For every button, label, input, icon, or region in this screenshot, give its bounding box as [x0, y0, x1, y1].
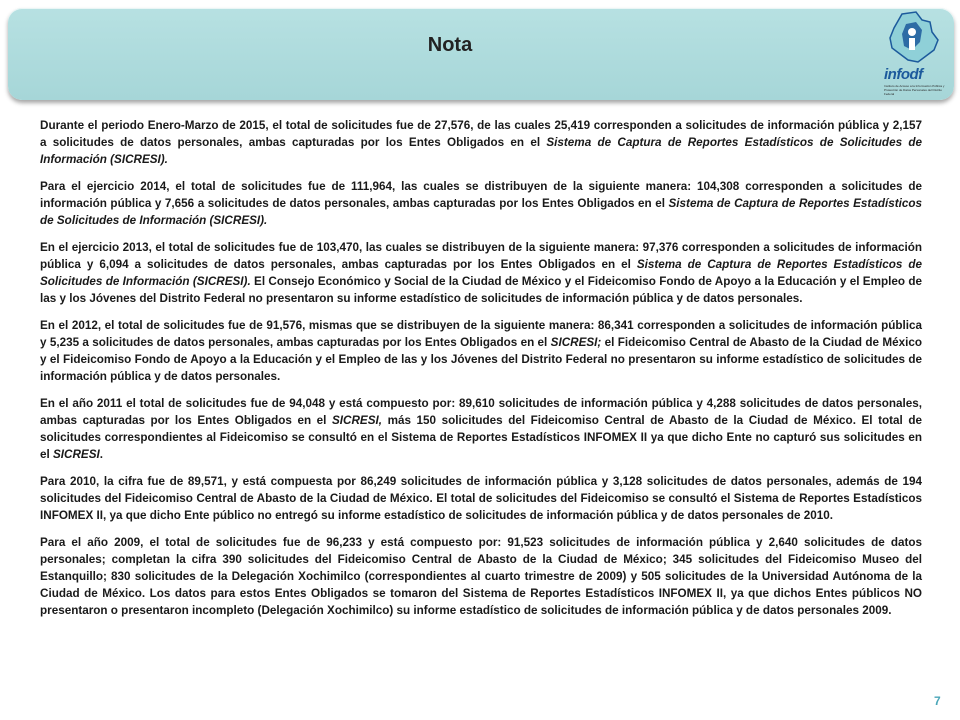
italic-text: Sistema de Captura de Reportes Estadísticos de Solicitudes de Información (SICRESI). [40, 197, 922, 227]
italic-text: SICRESI, [331, 414, 382, 427]
paragraph-text: En el 2012, el total de solicitudes fue de 91,576, mismas que se distribuyen de la siguiente manera: 86,341 corresponden a solicitudes de información pública y 5,235 a solicitudes de datos personales, ambas capturadas por los Entes Obligados en el [40, 319, 922, 349]
paragraph [40, 239, 922, 307]
paragraph [40, 317, 922, 385]
paragraph [40, 178, 922, 229]
logo-caption: Instituto de Acceso a la Información Pública y Protección de Datos Personales del Distrito Federal [884, 84, 945, 96]
paragraph [40, 473, 922, 524]
note-content [40, 117, 922, 629]
paragraph [40, 395, 922, 463]
italic-text: SICRESI [53, 448, 100, 461]
page-title: Nota [427, 34, 473, 56]
paragraph-text: En el año 2011 el total de solicitudes fue de 94,048 y está compuesto por: 89,610 solicitudes de información pública y 4,288 solicitudes de datos personales, ambas capturadas por los Entes Obligados en el [40, 397, 922, 427]
paragraph [40, 534, 922, 619]
logo-text: infodf [884, 66, 923, 83]
paragraph-text: Para el ejercicio 2014, el total de solicitudes fue de 111,964, las cuales se distribuyen de la siguiente manera: 104,308 corresponden a solicitudes de información pública y 7,656 a solicitudes de datos personales, ambas capturadas por los Entes Obligados en el [40, 180, 922, 210]
paragraph-text: el Fideicomiso Central de Abasto de la Ciudad de México y el Fideicomiso Fondo de Apoyo a la Educación y el Empleo de las y los Jóvenes del Distrito Federal no presentaron su informe estadístico de solicitudes de información pública y de datos personales. [40, 336, 923, 383]
paragraph-text: más 150 solicitudes del Fideicomiso Central de Abasto de la Ciudad de México. El total de solicitudes correspondientes al Fideicomiso se consultó en el Sistema de Reportes Estadísticos INFOMEX II ya que dicho Ente no capturó sus solicitudes en el [40, 414, 922, 461]
italic-text: SICRESI; [550, 336, 602, 349]
paragraph-text: Para 2010, la cifra fue de 89,571, y está compuesta por 86,249 solicitudes de información pública y 3,128 solicitudes de datos personales, además de 194 solicitudes del Fideicomiso Central de Abasto de la Ciudad de México. El total de solicitudes del Fideicomiso se consultó el Sistema de Reportes Estadísticos INFOMEX II, ya que dicho Ente público no entregó su informe estadístico de solicitudes de información pública y de datos personales de 2010. [40, 475, 922, 522]
paragraph-text: Para el año 2009, el total de solicitudes fue de 96,233 y está compuesto por: 91,523 solicitudes de información pública y 2,640 solicitudes de datos personales; completan la cifra 390 solicitudes del Fideicomiso Central de Abasto de la Ciudad de México; 345 solicitudes del Fideicomiso Museo del Estanquillo; 830 solicitudes de la Delegación Xochimilco (correspondientes al cuarto trimestre de 2009) y 505 solicitudes de la Universidad Autónoma de la Ciudad de México. Los datos para estos Entes Obligados se tomaron del Sistema de Reportes Estadísticos INFOMEX II, ya que dichos Entes públicos NO presentaron o presentaron incompleto (Delegación Xochimilco) su informe estadístico de solicitudes de información pública y de datos personales 2009. [40, 536, 922, 617]
paragraph-text: El Consejo Económico y Social de la Ciudad de México y el Fideicomiso Fondo de Apoyo a la Educación y el Empleo de las y los Jóvenes del Distrito Federal no presentaron su informe estadístico de solicitudes de información pública y de datos personales. [40, 275, 922, 305]
paragraph-text: Durante el periodo Enero-Marzo de 2015, el total de solicitudes fue de 27,576, de las cuales 25,419 corresponden a solicitudes de información pública y 2,157 a solicitudes de datos personales, ambas capturadas por los Entes Obligados en el [40, 119, 922, 149]
page-number: 7 [934, 694, 941, 708]
italic-text: Sistema de Captura de Reportes Estadísticos de Solicitudes de Información (SICRESI). [40, 258, 922, 288]
paragraph-text: En el ejercicio 2013, el total de solicitudes fue de 103,470, las cuales se distribuyen de la siguiente manera: 97,376 corresponden a solicitudes de información pública y 6,094 a solicitudes de datos personales, ambas capturadas por los Entes Obligados en el [40, 241, 922, 271]
paragraph-text: . [99, 448, 104, 461]
paragraph [40, 117, 922, 168]
italic-text: Sistema de Captura de Reportes Estadísticos de Solicitudes de Información (SICRESI). [40, 136, 922, 166]
